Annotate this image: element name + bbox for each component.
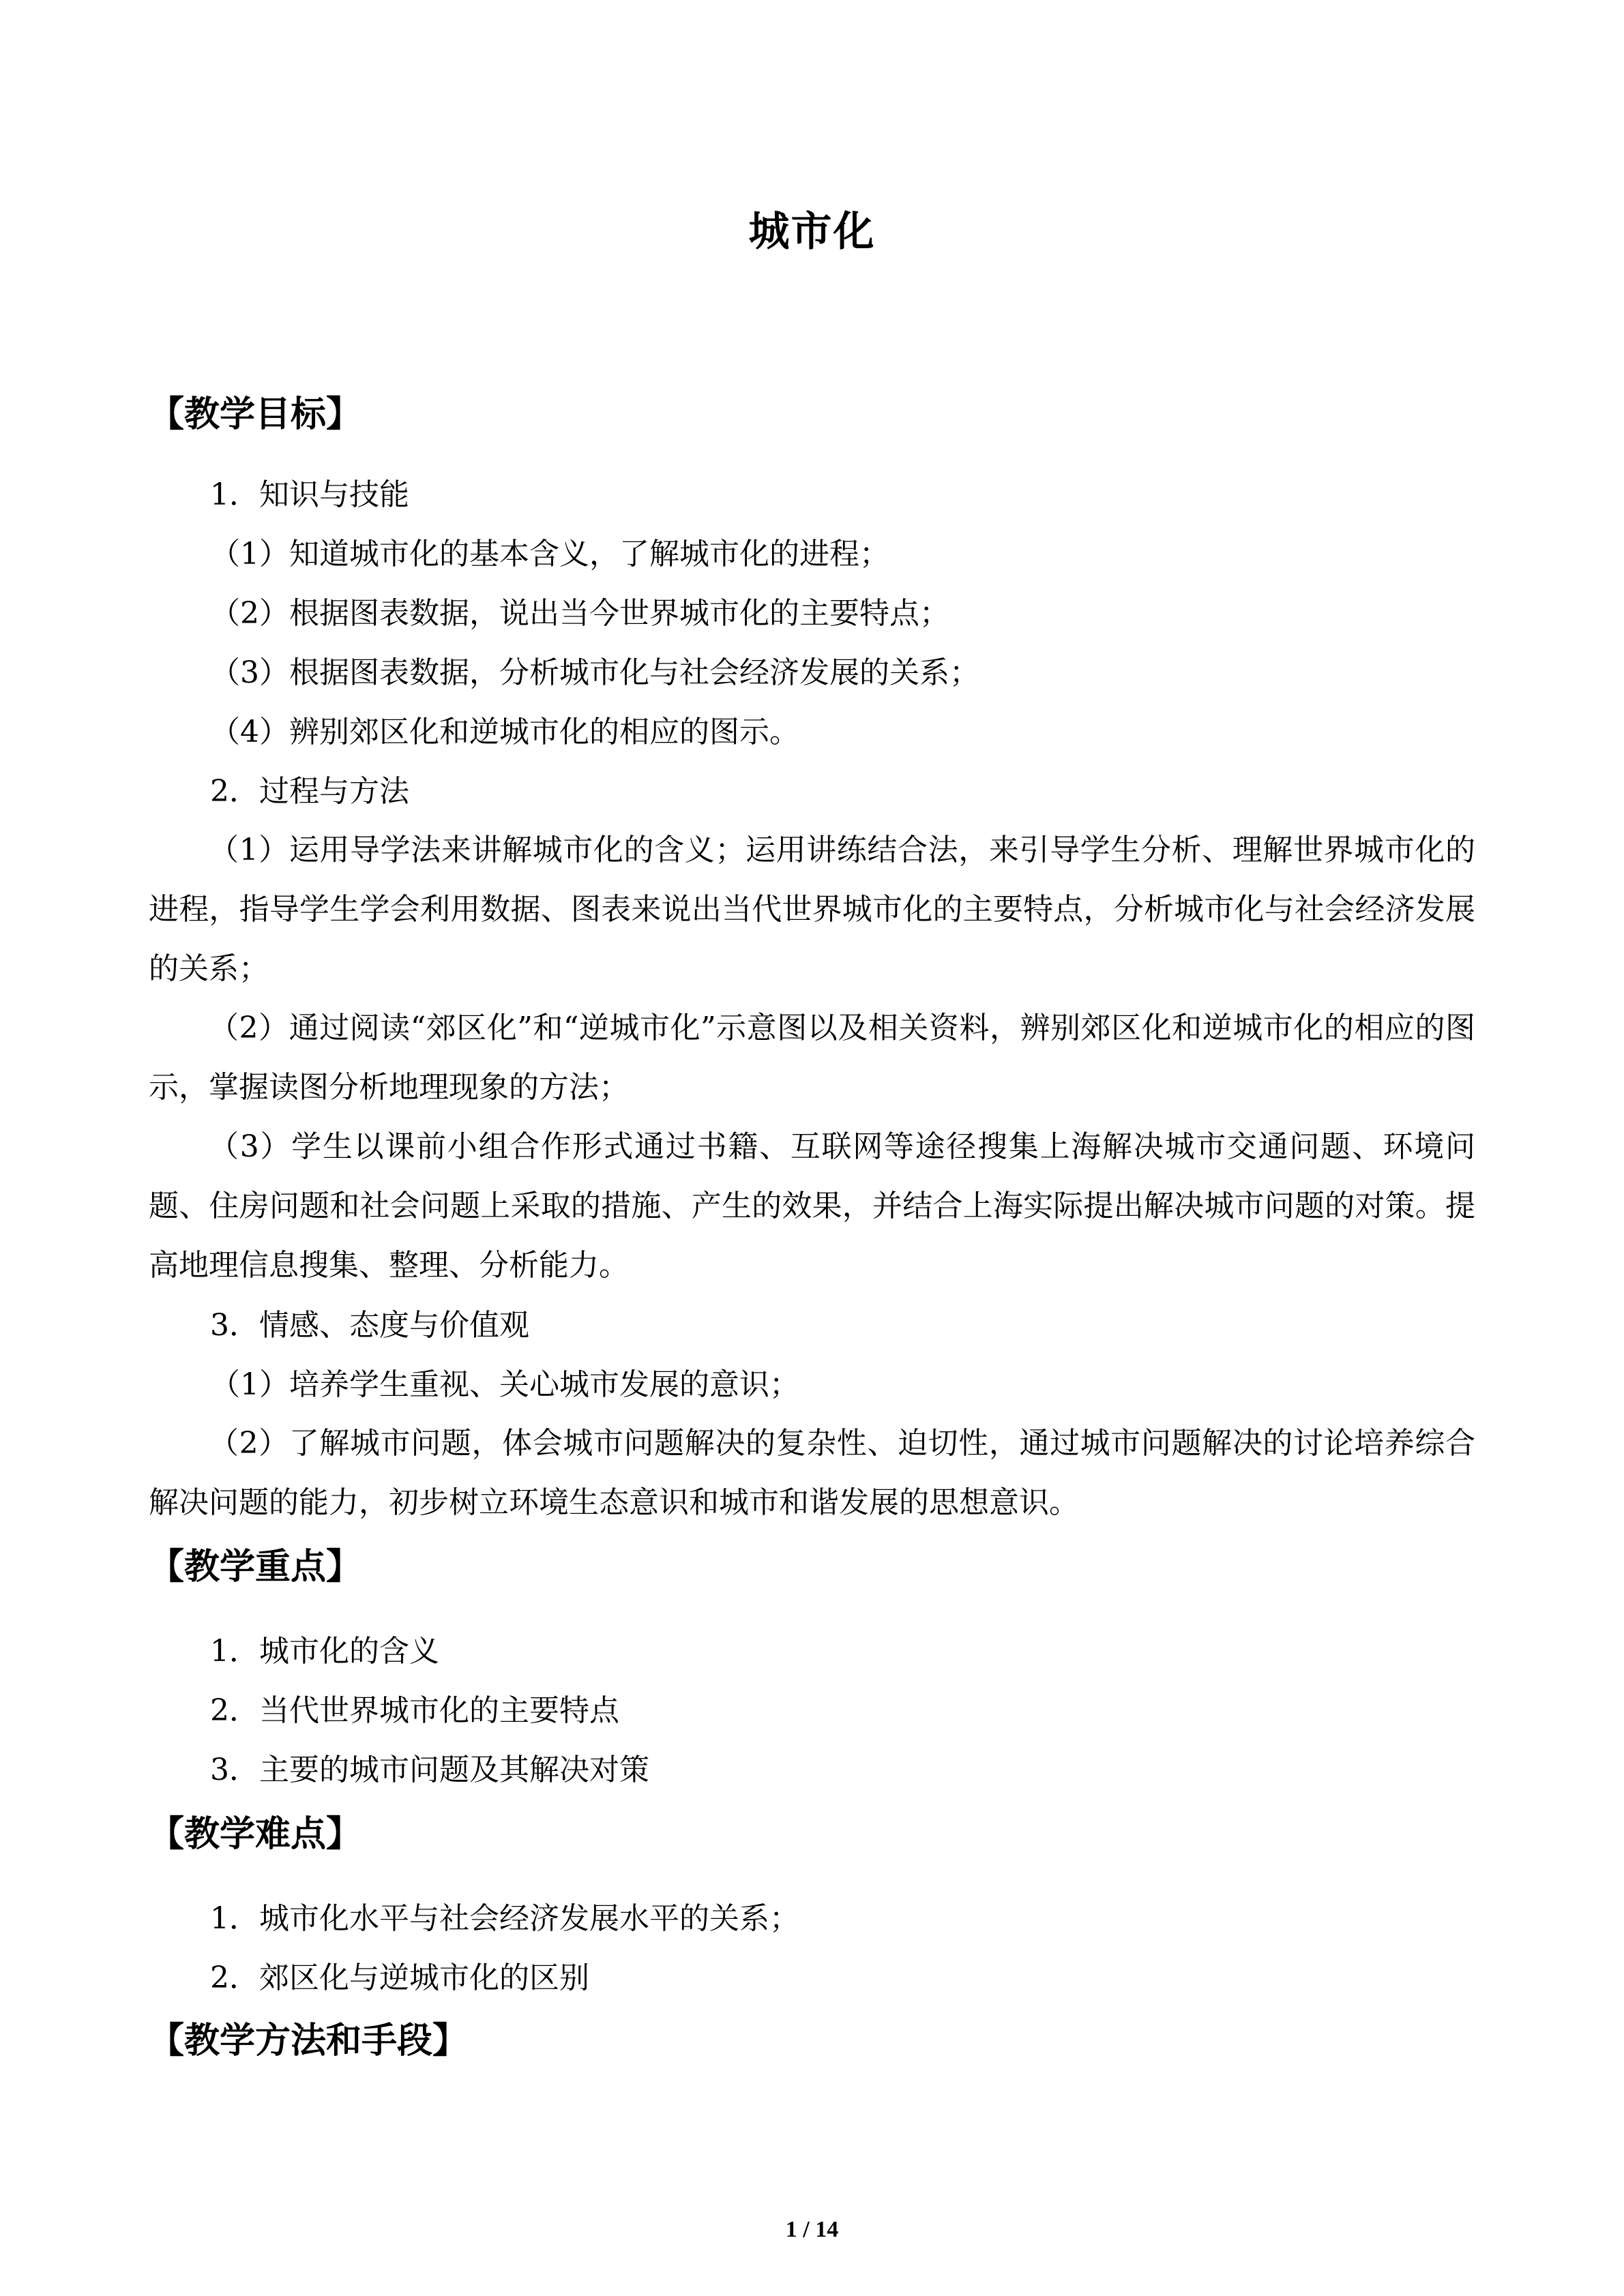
page-number: 1 / 14	[785, 2217, 839, 2242]
list-item: 2．当代世界城市化的主要特点	[210, 1693, 619, 1728]
list-item: 1．城市化的含义	[210, 1634, 439, 1669]
list-item: 2．郊区化与逆城市化的区别	[210, 1960, 589, 1995]
paragraph: （3）学生以课前小组合作形式通过书籍、互联网等途径搜集上海解决城市交通问题、环境问题、住房问题和社会问题上采取的措施、产生的效果，并结合上海实际提出解决城市问题的对策。提高地理信息搜集、整理、分析能力。	[149, 1129, 1475, 1283]
list-item: 3．主要的城市问题及其解决对策	[210, 1753, 649, 1787]
heading-key-points: 【教学重点】	[149, 1547, 362, 1587]
heading-methods: 【教学方法和手段】	[149, 2021, 469, 2061]
list-item: （1）知道城市化的基本含义，了解城市化的进程；	[210, 537, 889, 571]
list-item: 1．城市化水平与社会经济发展水平的关系；	[210, 1901, 799, 1936]
process-title: 2．过程与方法	[210, 774, 409, 809]
list-item: （1）培养学生重视、关心城市发展的意识；	[210, 1367, 799, 1402]
list-item: （3）根据图表数据，分析城市化与社会经济发展的关系；	[210, 655, 979, 690]
paragraph: （2）通过阅读“郊区化”和“逆城市化”示意图以及相关资料，辨别郊区化和逆城市化的相应的图示，掌握读图分析地理现象的方法；	[149, 1011, 1475, 1105]
page-title: 城市化	[748, 208, 876, 256]
knowledge-title: 1．知识与技能	[210, 477, 409, 512]
paragraph: （2）了解城市问题，体会城市问题解决的复杂性、迫切性，通过城市问题解决的讨论培养综合解决问题的能力，初步树立环境生态意识和城市和谐发展的思想意识。	[149, 1426, 1475, 1520]
heading-difficulties: 【教学难点】	[149, 1814, 362, 1855]
paragraph: （1）运用导学法来讲解城市化的含义；运用讲练结合法，来引导学生分析、理解世界城市化的进程，指导学生学会利用数据、图表来说出当代世界城市化的主要特点，分析城市化与社会经济发展的关系；	[149, 833, 1475, 986]
emotion-title: 3．情感、态度与价值观	[210, 1308, 529, 1343]
heading-objectives: 【教学目标】	[149, 394, 362, 435]
list-item: （2）根据图表数据，说出当今世界城市化的主要特点；	[210, 596, 949, 631]
list-item: （4）辨别郊区化和逆城市化的相应的图示。	[210, 715, 799, 749]
